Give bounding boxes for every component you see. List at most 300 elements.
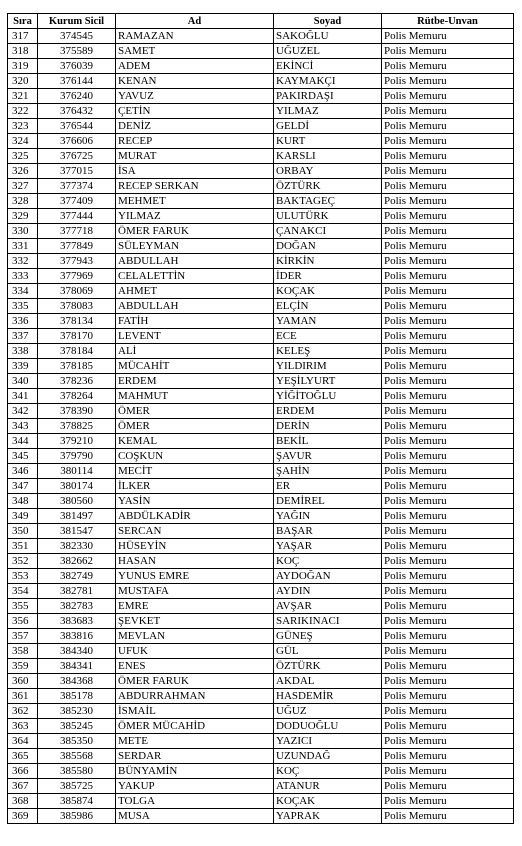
- cell-rutbe-unvan: Polis Memuru: [382, 44, 514, 59]
- cell-soyad: SAKOĞLU: [274, 29, 382, 44]
- table-row: [8, 719, 514, 734]
- cell-rutbe-unvan: Polis Memuru: [382, 389, 514, 404]
- cell-soyad: ÖZTÜRK: [274, 659, 382, 674]
- cell-sira: 352: [8, 554, 38, 569]
- cell-sira: 334: [8, 284, 38, 299]
- cell-kurum-sicil: 377409: [38, 194, 116, 209]
- cell-sira: 342: [8, 404, 38, 419]
- cell-kurum-sicil: 384340: [38, 644, 116, 659]
- cell-soyad: BEKİL: [274, 434, 382, 449]
- cell-rutbe-unvan: Polis Memuru: [382, 404, 514, 419]
- cell-rutbe-unvan: Polis Memuru: [382, 209, 514, 224]
- cell-kurum-sicil: 378069: [38, 284, 116, 299]
- cell-kurum-sicil: 385230: [38, 704, 116, 719]
- cell-sira: 365: [8, 749, 38, 764]
- cell-sira: 317: [8, 29, 38, 44]
- cell-kurum-sicil: 378184: [38, 344, 116, 359]
- table-row: [8, 404, 514, 419]
- table-row: [8, 194, 514, 209]
- cell-rutbe-unvan: Polis Memuru: [382, 314, 514, 329]
- cell-kurum-sicil: 381547: [38, 524, 116, 539]
- cell-soyad: DERİN: [274, 419, 382, 434]
- cell-kurum-sicil: 381497: [38, 509, 116, 524]
- cell-ad: ABDULLAH: [116, 299, 274, 314]
- cell-soyad: HASDEMİR: [274, 689, 382, 704]
- table-row: [8, 509, 514, 524]
- cell-soyad: YILDIRIM: [274, 359, 382, 374]
- cell-sira: 323: [8, 119, 38, 134]
- cell-ad: MECİT: [116, 464, 274, 479]
- cell-rutbe-unvan: Polis Memuru: [382, 104, 514, 119]
- table-row: [8, 569, 514, 584]
- cell-ad: DENİZ: [116, 119, 274, 134]
- cell-sira: 364: [8, 734, 38, 749]
- header-row: [8, 14, 514, 29]
- cell-ad: ALİ: [116, 344, 274, 359]
- cell-ad: ÇETİN: [116, 104, 274, 119]
- table-row: [8, 179, 514, 194]
- cell-rutbe-unvan: Polis Memuru: [382, 419, 514, 434]
- cell-ad: BÜNYAMİN: [116, 764, 274, 779]
- table-row: [8, 164, 514, 179]
- cell-rutbe-unvan: Polis Memuru: [382, 344, 514, 359]
- cell-sira: 324: [8, 134, 38, 149]
- cell-rutbe-unvan: Polis Memuru: [382, 659, 514, 674]
- cell-sira: 330: [8, 224, 38, 239]
- cell-ad: İSMAİL: [116, 704, 274, 719]
- cell-kurum-sicil: 377374: [38, 179, 116, 194]
- cell-rutbe-unvan: Polis Memuru: [382, 539, 514, 554]
- cell-ad: UFUK: [116, 644, 274, 659]
- cell-ad: MUSA: [116, 809, 274, 824]
- cell-rutbe-unvan: Polis Memuru: [382, 719, 514, 734]
- cell-sira: 332: [8, 254, 38, 269]
- cell-sira: 348: [8, 494, 38, 509]
- cell-rutbe-unvan: Polis Memuru: [382, 569, 514, 584]
- cell-soyad: KİRKİN: [274, 254, 382, 269]
- table-row: [8, 224, 514, 239]
- cell-kurum-sicil: 382662: [38, 554, 116, 569]
- table-row: [8, 614, 514, 629]
- table-row: [8, 419, 514, 434]
- cell-rutbe-unvan: Polis Memuru: [382, 59, 514, 74]
- cell-kurum-sicil: 383816: [38, 629, 116, 644]
- header-kurum-sicil: Kurum Sicil: [38, 14, 116, 29]
- table-row: [8, 674, 514, 689]
- cell-kurum-sicil: 375589: [38, 44, 116, 59]
- cell-ad: İLKER: [116, 479, 274, 494]
- cell-soyad: UĞUZ: [274, 704, 382, 719]
- cell-sira: 349: [8, 509, 38, 524]
- table-row: [8, 464, 514, 479]
- cell-sira: 327: [8, 179, 38, 194]
- table-row: [8, 659, 514, 674]
- cell-soyad: ŞAHİN: [274, 464, 382, 479]
- cell-ad: YUNUS EMRE: [116, 569, 274, 584]
- cell-rutbe-unvan: Polis Memuru: [382, 29, 514, 44]
- cell-sira: 355: [8, 599, 38, 614]
- table-row: [8, 524, 514, 539]
- cell-soyad: ŞAVUR: [274, 449, 382, 464]
- cell-kurum-sicil: 385568: [38, 749, 116, 764]
- cell-ad: SERDAR: [116, 749, 274, 764]
- cell-kurum-sicil: 377444: [38, 209, 116, 224]
- cell-soyad: YILMAZ: [274, 104, 382, 119]
- table-row: [8, 794, 514, 809]
- cell-kurum-sicil: 385245: [38, 719, 116, 734]
- cell-rutbe-unvan: Polis Memuru: [382, 614, 514, 629]
- cell-sira: 328: [8, 194, 38, 209]
- cell-sira: 353: [8, 569, 38, 584]
- cell-sira: 366: [8, 764, 38, 779]
- cell-kurum-sicil: 378185: [38, 359, 116, 374]
- cell-ad: ÖMER: [116, 419, 274, 434]
- cell-ad: HASAN: [116, 554, 274, 569]
- table-row: [8, 554, 514, 569]
- cell-kurum-sicil: 382783: [38, 599, 116, 614]
- cell-kurum-sicil: 378134: [38, 314, 116, 329]
- cell-rutbe-unvan: Polis Memuru: [382, 479, 514, 494]
- cell-sira: 321: [8, 89, 38, 104]
- cell-kurum-sicil: 380114: [38, 464, 116, 479]
- table-row: [8, 644, 514, 659]
- table-row: [8, 629, 514, 644]
- cell-kurum-sicil: 385350: [38, 734, 116, 749]
- cell-rutbe-unvan: Polis Memuru: [382, 254, 514, 269]
- cell-kurum-sicil: 385986: [38, 809, 116, 824]
- table-row: [8, 59, 514, 74]
- cell-ad: ENES: [116, 659, 274, 674]
- cell-sira: 369: [8, 809, 38, 824]
- cell-soyad: KURT: [274, 134, 382, 149]
- table-row: [8, 479, 514, 494]
- cell-sira: 367: [8, 779, 38, 794]
- table-row: [8, 104, 514, 119]
- cell-soyad: ERDEM: [274, 404, 382, 419]
- table-row: [8, 239, 514, 254]
- cell-soyad: YEŞİLYURT: [274, 374, 382, 389]
- cell-ad: RECEP: [116, 134, 274, 149]
- cell-kurum-sicil: 378170: [38, 329, 116, 344]
- cell-ad: ÖMER FARUK: [116, 674, 274, 689]
- cell-rutbe-unvan: Polis Memuru: [382, 299, 514, 314]
- cell-ad: ABDURRAHMAN: [116, 689, 274, 704]
- cell-rutbe-unvan: Polis Memuru: [382, 644, 514, 659]
- cell-kurum-sicil: 377718: [38, 224, 116, 239]
- cell-ad: MURAT: [116, 149, 274, 164]
- cell-soyad: EKİNCİ: [274, 59, 382, 74]
- cell-ad: ABDÜLKADİR: [116, 509, 274, 524]
- cell-rutbe-unvan: Polis Memuru: [382, 509, 514, 524]
- table-row: [8, 149, 514, 164]
- table-body: [8, 29, 514, 824]
- cell-sira: 331: [8, 239, 38, 254]
- cell-sira: 335: [8, 299, 38, 314]
- cell-rutbe-unvan: Polis Memuru: [382, 194, 514, 209]
- cell-sira: 354: [8, 584, 38, 599]
- cell-ad: SERCAN: [116, 524, 274, 539]
- cell-kurum-sicil: 378390: [38, 404, 116, 419]
- cell-rutbe-unvan: Polis Memuru: [382, 164, 514, 179]
- cell-soyad: GÜL: [274, 644, 382, 659]
- cell-soyad: KOÇAK: [274, 284, 382, 299]
- cell-kurum-sicil: 385725: [38, 779, 116, 794]
- cell-sira: 341: [8, 389, 38, 404]
- cell-rutbe-unvan: Polis Memuru: [382, 674, 514, 689]
- cell-soyad: ER: [274, 479, 382, 494]
- table-row: [8, 134, 514, 149]
- table-row: [8, 449, 514, 464]
- cell-ad: MUSTAFA: [116, 584, 274, 599]
- table-row: [8, 299, 514, 314]
- cell-ad: MEVLAN: [116, 629, 274, 644]
- cell-kurum-sicil: 376240: [38, 89, 116, 104]
- cell-sira: 356: [8, 614, 38, 629]
- cell-ad: AHMET: [116, 284, 274, 299]
- cell-soyad: KOÇAK: [274, 794, 382, 809]
- header-ad: Ad: [116, 14, 274, 29]
- cell-sira: 322: [8, 104, 38, 119]
- cell-soyad: DEMİREL: [274, 494, 382, 509]
- cell-soyad: KOÇ: [274, 764, 382, 779]
- cell-soyad: DOĞAN: [274, 239, 382, 254]
- cell-ad: SÜLEYMAN: [116, 239, 274, 254]
- cell-ad: ABDULLAH: [116, 254, 274, 269]
- table-row: [8, 689, 514, 704]
- cell-rutbe-unvan: Polis Memuru: [382, 239, 514, 254]
- table-row: [8, 494, 514, 509]
- cell-soyad: ULUTÜRK: [274, 209, 382, 224]
- cell-rutbe-unvan: Polis Memuru: [382, 749, 514, 764]
- cell-ad: SAMET: [116, 44, 274, 59]
- cell-sira: 329: [8, 209, 38, 224]
- cell-rutbe-unvan: Polis Memuru: [382, 74, 514, 89]
- cell-sira: 357: [8, 629, 38, 644]
- cell-rutbe-unvan: Polis Memuru: [382, 329, 514, 344]
- cell-soyad: KELEŞ: [274, 344, 382, 359]
- cell-sira: 337: [8, 329, 38, 344]
- cell-ad: ERDEM: [116, 374, 274, 389]
- cell-sira: 338: [8, 344, 38, 359]
- cell-sira: 325: [8, 149, 38, 164]
- cell-rutbe-unvan: Polis Memuru: [382, 269, 514, 284]
- cell-kurum-sicil: 379210: [38, 434, 116, 449]
- cell-kurum-sicil: 374545: [38, 29, 116, 44]
- cell-soyad: AVŞAR: [274, 599, 382, 614]
- cell-soyad: YİĞİTOĞLU: [274, 389, 382, 404]
- cell-rutbe-unvan: Polis Memuru: [382, 494, 514, 509]
- cell-soyad: UZUNDAĞ: [274, 749, 382, 764]
- table-row: [8, 44, 514, 59]
- cell-ad: HÜSEYİN: [116, 539, 274, 554]
- table-row: [8, 89, 514, 104]
- cell-kurum-sicil: 376544: [38, 119, 116, 134]
- cell-soyad: ELÇİN: [274, 299, 382, 314]
- table-row: [8, 389, 514, 404]
- cell-sira: 350: [8, 524, 38, 539]
- cell-sira: 347: [8, 479, 38, 494]
- cell-soyad: YAPRAK: [274, 809, 382, 824]
- cell-sira: 344: [8, 434, 38, 449]
- cell-ad: ADEM: [116, 59, 274, 74]
- cell-soyad: DODUOĞLU: [274, 719, 382, 734]
- cell-sira: 336: [8, 314, 38, 329]
- cell-soyad: ÇANAKCI: [274, 224, 382, 239]
- cell-soyad: GÜNEŞ: [274, 629, 382, 644]
- cell-soyad: GELDİ: [274, 119, 382, 134]
- cell-kurum-sicil: 383683: [38, 614, 116, 629]
- cell-ad: MÜCAHİT: [116, 359, 274, 374]
- cell-rutbe-unvan: Polis Memuru: [382, 524, 514, 539]
- cell-kurum-sicil: 377969: [38, 269, 116, 284]
- cell-rutbe-unvan: Polis Memuru: [382, 584, 514, 599]
- cell-kurum-sicil: 378264: [38, 389, 116, 404]
- cell-ad: ÖMER: [116, 404, 274, 419]
- cell-soyad: YAĞIN: [274, 509, 382, 524]
- table-row: [8, 749, 514, 764]
- table-row: [8, 314, 514, 329]
- cell-sira: 346: [8, 464, 38, 479]
- cell-soyad: ECE: [274, 329, 382, 344]
- cell-sira: 340: [8, 374, 38, 389]
- cell-soyad: BAKTAGEÇ: [274, 194, 382, 209]
- cell-rutbe-unvan: Polis Memuru: [382, 629, 514, 644]
- cell-sira: 361: [8, 689, 38, 704]
- cell-kurum-sicil: 376144: [38, 74, 116, 89]
- cell-rutbe-unvan: Polis Memuru: [382, 284, 514, 299]
- cell-rutbe-unvan: Polis Memuru: [382, 779, 514, 794]
- cell-ad: MEHMET: [116, 194, 274, 209]
- cell-rutbe-unvan: Polis Memuru: [382, 119, 514, 134]
- cell-kurum-sicil: 380174: [38, 479, 116, 494]
- cell-kurum-sicil: 378236: [38, 374, 116, 389]
- cell-rutbe-unvan: Polis Memuru: [382, 374, 514, 389]
- cell-sira: 363: [8, 719, 38, 734]
- cell-kurum-sicil: 382749: [38, 569, 116, 584]
- cell-ad: YAVUZ: [116, 89, 274, 104]
- cell-soyad: YAŞAR: [274, 539, 382, 554]
- cell-sira: 345: [8, 449, 38, 464]
- cell-soyad: SARIKINACI: [274, 614, 382, 629]
- table-row: [8, 74, 514, 89]
- cell-sira: 333: [8, 269, 38, 284]
- cell-ad: RECEP SERKAN: [116, 179, 274, 194]
- cell-kurum-sicil: 377015: [38, 164, 116, 179]
- cell-kurum-sicil: 380560: [38, 494, 116, 509]
- cell-rutbe-unvan: Polis Memuru: [382, 554, 514, 569]
- cell-rutbe-unvan: Polis Memuru: [382, 764, 514, 779]
- cell-ad: KEMAL: [116, 434, 274, 449]
- cell-soyad: UĞUZEL: [274, 44, 382, 59]
- cell-sira: 343: [8, 419, 38, 434]
- cell-ad: MAHMUT: [116, 389, 274, 404]
- table-row: [8, 434, 514, 449]
- cell-soyad: KARSLI: [274, 149, 382, 164]
- header-sira: Sıra: [8, 14, 38, 29]
- cell-kurum-sicil: 384341: [38, 659, 116, 674]
- cell-ad: METE: [116, 734, 274, 749]
- cell-rutbe-unvan: Polis Memuru: [382, 734, 514, 749]
- table-row: [8, 734, 514, 749]
- table-row: [8, 329, 514, 344]
- cell-ad: EMRE: [116, 599, 274, 614]
- cell-rutbe-unvan: Polis Memuru: [382, 179, 514, 194]
- cell-sira: 368: [8, 794, 38, 809]
- cell-sira: 320: [8, 74, 38, 89]
- cell-kurum-sicil: 377943: [38, 254, 116, 269]
- cell-rutbe-unvan: Polis Memuru: [382, 689, 514, 704]
- table-row: [8, 209, 514, 224]
- table-row: [8, 779, 514, 794]
- table-row: [8, 539, 514, 554]
- personnel-table: [7, 13, 514, 824]
- cell-soyad: PAKIRDAŞI: [274, 89, 382, 104]
- cell-soyad: KAYMAKÇI: [274, 74, 382, 89]
- cell-rutbe-unvan: Polis Memuru: [382, 809, 514, 824]
- cell-ad: TOLGA: [116, 794, 274, 809]
- cell-rutbe-unvan: Polis Memuru: [382, 449, 514, 464]
- cell-sira: 359: [8, 659, 38, 674]
- cell-soyad: ÖZTÜRK: [274, 179, 382, 194]
- cell-sira: 339: [8, 359, 38, 374]
- cell-ad: COŞKUN: [116, 449, 274, 464]
- cell-soyad: YAZICI: [274, 734, 382, 749]
- cell-soyad: ORBAY: [274, 164, 382, 179]
- cell-kurum-sicil: 385874: [38, 794, 116, 809]
- cell-soyad: AKDAL: [274, 674, 382, 689]
- cell-rutbe-unvan: Polis Memuru: [382, 89, 514, 104]
- table-row: [8, 269, 514, 284]
- cell-kurum-sicil: 378825: [38, 419, 116, 434]
- cell-ad: YAKUP: [116, 779, 274, 794]
- cell-kurum-sicil: 385178: [38, 689, 116, 704]
- cell-sira: 351: [8, 539, 38, 554]
- cell-rutbe-unvan: Polis Memuru: [382, 464, 514, 479]
- table-row: [8, 359, 514, 374]
- cell-kurum-sicil: 376725: [38, 149, 116, 164]
- table-row: [8, 809, 514, 824]
- cell-rutbe-unvan: Polis Memuru: [382, 434, 514, 449]
- table-row: [8, 284, 514, 299]
- cell-ad: YILMAZ: [116, 209, 274, 224]
- cell-kurum-sicil: 382781: [38, 584, 116, 599]
- cell-soyad: YAMAN: [274, 314, 382, 329]
- cell-ad: ÖMER FARUK: [116, 224, 274, 239]
- cell-kurum-sicil: 376606: [38, 134, 116, 149]
- cell-rutbe-unvan: Polis Memuru: [382, 149, 514, 164]
- cell-kurum-sicil: 377849: [38, 239, 116, 254]
- cell-soyad: ATANUR: [274, 779, 382, 794]
- cell-sira: 362: [8, 704, 38, 719]
- cell-ad: ÖMER MÜCAHİD: [116, 719, 274, 734]
- cell-soyad: İDER: [274, 269, 382, 284]
- cell-sira: 326: [8, 164, 38, 179]
- cell-rutbe-unvan: Polis Memuru: [382, 704, 514, 719]
- cell-soyad: AYDIN: [274, 584, 382, 599]
- header-rutbe-unvan: Rütbe-Unvan: [382, 14, 514, 29]
- cell-sira: 319: [8, 59, 38, 74]
- cell-rutbe-unvan: Polis Memuru: [382, 134, 514, 149]
- cell-ad: KENAN: [116, 74, 274, 89]
- header-soyad: Soyad: [274, 14, 382, 29]
- table-row: [8, 764, 514, 779]
- cell-kurum-sicil: 385580: [38, 764, 116, 779]
- cell-sira: 360: [8, 674, 38, 689]
- cell-kurum-sicil: 378083: [38, 299, 116, 314]
- cell-ad: RAMAZAN: [116, 29, 274, 44]
- cell-soyad: BAŞAR: [274, 524, 382, 539]
- table-row: [8, 254, 514, 269]
